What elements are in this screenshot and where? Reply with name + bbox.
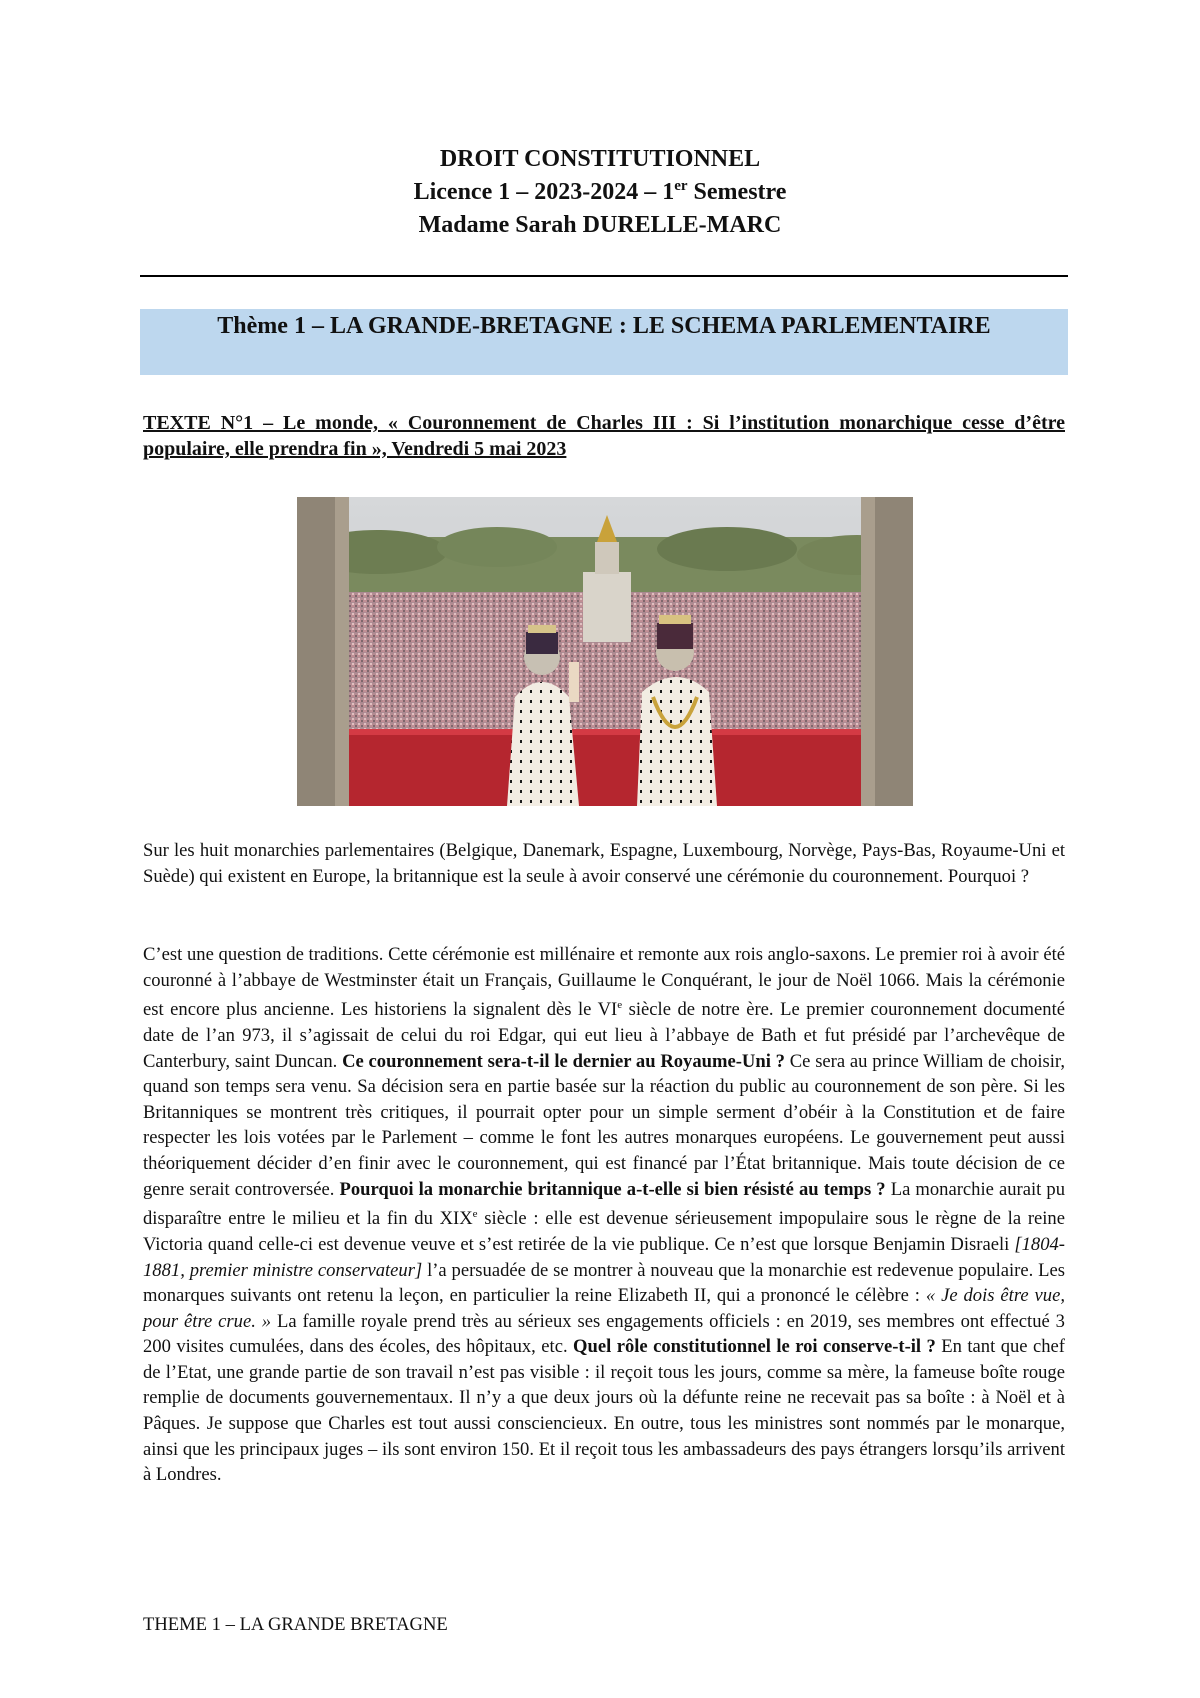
body-paragraph: C’est une question de traditions. Cette cérémonie est millénaire et remonte aux rois anglo-saxons. Le premier roi à avoir été couronné à l’abbaye de Westminster était un Français, Guillaume le Conquérant, le jour de Noël 1066. Mais la cérémonie est encore plus ancienne. Les historiens la signalent dès le VIe siècle de notre ère. Le premier couronnement documenté date de l’an 973, il s’agissait de celui du roi Edgar, qui eut lieu à l’abbaye de Bath et fut présidé par l’archevêque de Canterbury, saint Duncan. Ce couronnement sera-t-il le dernier au Royaume-Uni ? Ce sera au prince William de choisir, quand son temps sera venu. Sa décision sera en partie basée sur la réaction du public au couronnement de son père. Si les Britanniques se montrent très critiques, il pourrait opter pour un simple serment d’obéir à la Constitution et de faire respecter les lois votées par le Parlement – comme le font les autres monarques européens. Le gouvernement peut aussi théoriquement décider d’en finir avec le couronnement, qui est financé par l’État britannique. Mais toute décision de ce genre serait controversée. Pourquoi la monarchie britannique a-t-elle si bien résisté au temps ? La monarchie aurait pu disparaître entre le milieu et la fin du XIXe siècle : elle est devenue sérieusement impopulaire sous le règne de la reine Victoria quand celle-ci est devenue veuve et s’est retirée de la vie publique. Ce n’est que lorsque Benjamin Disraeli [1804-1881, premier ministre conservateur] l’a persuadée de se montrer à nouveau que la monarchie est redevenue populaire. Les monarques suivants ont retenu la leçon, en particulier la reine Elizabeth II, qui a prononcé le célèbre : « Je dois être vue, pour être crue. » La famille royale prend très au sérieux ses engagements officiels : en 2019, ses membres ont effectué 3 200 visites cumulées, dans des écoles, des hôpitaux, etc. Quel rôle constitutionnel le roi conserve-t-il ? En tant que chef de l’Etat, une grande partie de son travail n’est pas visible : il reçoit tous les jours, comme sa mère, la fameuse boîte rouge remplie de documents gouvernementaux. Il n’y a que deux jours où la défunte reine ne recevait pas sa boîte : à Noël et à Pâques. Je suppose que Charles est tout aussi consciencieux. En outre, tous les ministres sont nommés par le monarque, ainsi que les principaux juges – ils sont environ 150. Et il reçoit tous les ambassadeurs des pays étrangers lorsqu’ils arrivent à Londres. — [143, 944, 1066, 1486]
course-title: DROIT CONSTITUTIONNEL — [439, 146, 761, 172]
document-header — [0, 143, 1200, 242]
quote: « Je dois être vue, pour être crue. » — [143, 1285, 1066, 1332]
theme-title: Thème 1 – LA GRANDE-BRETAGNE : LE SCHEMA PARLEMENTAIRE — [217, 313, 991, 339]
question-2: Pourquoi la monarchie britannique a-t-elle si bien résisté au temps ? — [339, 1178, 886, 1200]
question-3: Quel rôle constitutionnel le roi conserve-t-il ? — [573, 1336, 936, 1358]
editor-note: [1804-1881, premier ministre conservateur] — [143, 1233, 1065, 1281]
coronation-balcony-photo — [297, 497, 913, 806]
theme-heading-box — [140, 309, 1068, 375]
text-1-title: TEXTE N°1 – Le monde, « Couronnement de Charles III : Si l’institution monarchique cesse d’être populaire, elle prendra fin », Vendredi 5 mai 2023 — [143, 412, 1065, 460]
course-level-line: Licence 1 – 2023-2024 – 1er Semestre — [413, 178, 787, 205]
header-divider — [140, 275, 1068, 277]
intro-paragraph: Sur les huit monarchies parlementaires (Belgique, Danemark, Espagne, Luxembourg, Norvège, Pays-Bas, Royaume-Uni et Suède) qui existent en Europe, la britannique est la seule à avoir conservé une cérémonie du couronnement. Pourquoi ? — [143, 840, 1065, 887]
page-footer: THEME 1 – LA GRANDE BRETAGNE — [143, 1614, 448, 1635]
question-1: Ce couronnement sera-t-il le dernier au Royaume-Uni ? — [342, 1050, 785, 1072]
lecturer-name: Madame Sarah DURELLE-MARC — [418, 212, 782, 238]
